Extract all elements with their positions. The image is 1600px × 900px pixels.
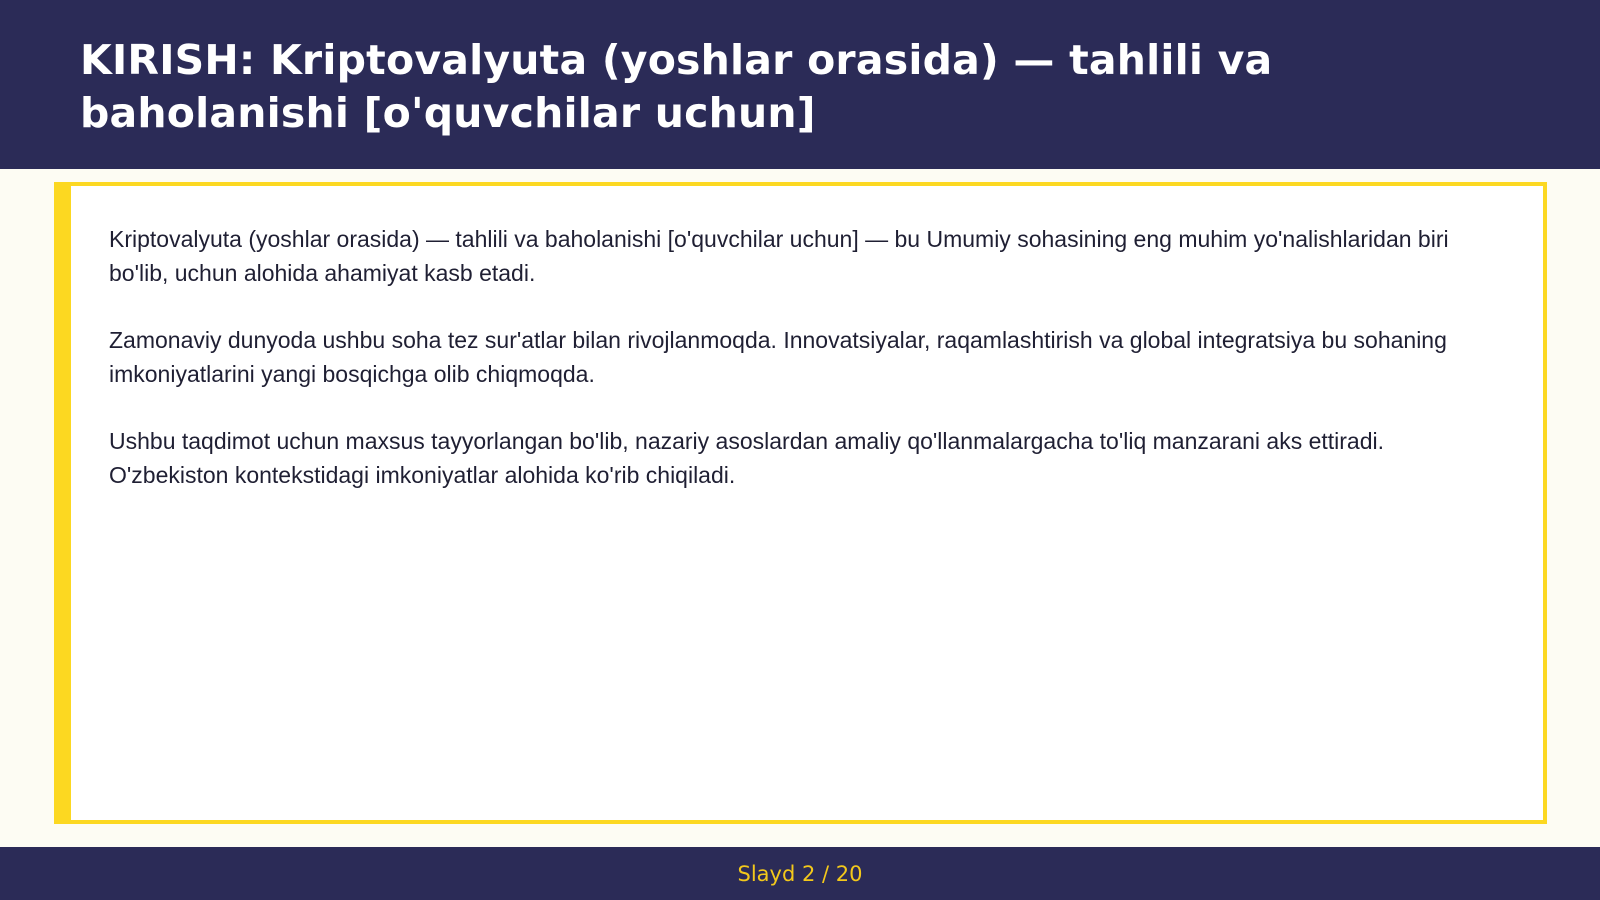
content-card [54, 182, 1547, 824]
slide-header [0, 0, 1600, 169]
slide-footer [0, 847, 1600, 900]
slide-title: KIRISH: Kriptovalyuta (yoshlar orasida) — tahlili va baholanishi [o'quvchilar uchun] [80, 36, 1273, 137]
intro-paragraph-1: Kriptovalyuta (yoshlar orasida) — tahlili va baholanishi [o'quvchilar uchun] — bu Umumiy sohasining eng muhim yo'nalishlaridan biri bo'lib, uchun alohida ahamiyat kasb etadi. [109, 226, 1449, 286]
slide-counter: Slayd 2 / 20 [737, 861, 863, 886]
intro-paragraph-2: Zamonaviy dunyoda ushbu soha tez sur'atlar bilan rivojlanmoqda. Innovatsiyalar, raqamlashtirish va global integratsiya bu sohaning imkoniyatlarini yangi bosqichga olib chiqmoqda. [109, 327, 1447, 387]
intro-paragraph-3: Ushbu taqdimot uchun maxsus tayyorlangan bo'lib, nazariy asoslardan amaliy qo'llanmalargacha to'liq manzarani aks ettiradi. O'zbekiston kontekstidagi imkoniyatlar alohida ko'rib chiqiladi. [109, 428, 1385, 488]
